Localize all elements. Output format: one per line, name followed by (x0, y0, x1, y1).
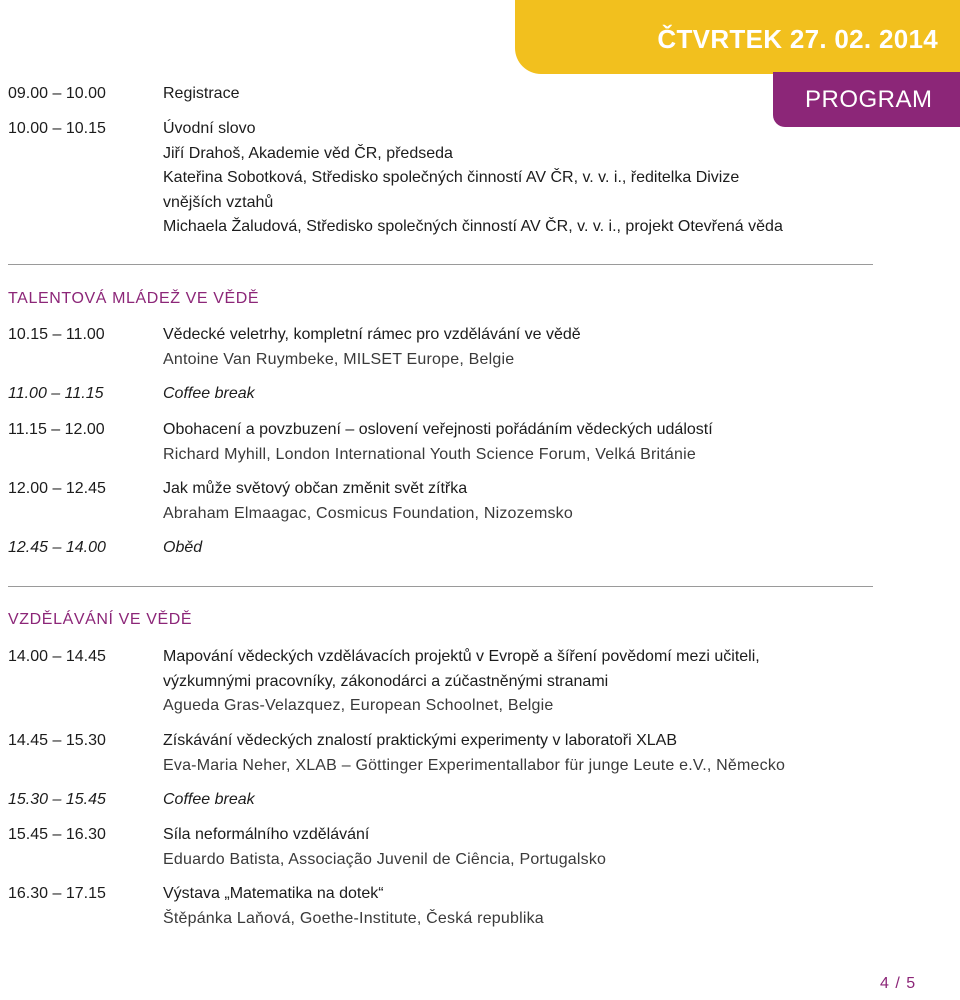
program-heading: PROGRAM (805, 86, 933, 113)
time-slot: 15.30 – 15.45 (8, 791, 106, 808)
speaker-line: Eva-Maria Neher, XLAB – Göttinger Experimentallabor für junge Leute e.V., Německo (163, 756, 786, 774)
session-title: Oběd (163, 539, 203, 556)
session-block (163, 117, 883, 240)
session-title: Jak může světový občan změnit svět zítřka (163, 480, 468, 497)
session-block (163, 418, 883, 467)
speaker-line: vnějších vztahů (163, 193, 274, 211)
session-title: Obohacení a povzbuzení – oslovení veřejnosti pořádáním vědeckých událostí (163, 421, 713, 438)
session-title: výzkumnými pracovníky, zákonodárci a zúčastněnými stranami (163, 672, 609, 690)
page-number: 4 / 5 (880, 975, 917, 992)
time-slot: 15.45 – 16.30 (8, 826, 106, 843)
session-title: Mapování vědeckých vzdělávacích projektů v Evropě a šíření povědomí mezi učiteli, (163, 648, 760, 665)
section-divider (8, 264, 873, 265)
time-slot: 16.30 – 17.15 (8, 885, 106, 902)
time-slot: 14.00 – 14.45 (8, 648, 106, 665)
session-title: Vědecké veletrhy, kompletní rámec pro vzdělávání ve vědě (163, 326, 581, 343)
section-title-education: VZDĚLÁVÁNÍ VE VĚDĚ (8, 611, 193, 628)
session-block (163, 882, 883, 931)
date-heading: ČTVRTEK 27. 02. 2014 (657, 24, 938, 54)
speaker-line: Jiří Drahoš, Akademie věd ČR, předseda (163, 144, 453, 162)
speaker-line: Antoine Van Ruymbeke, MILSET Europe, Belgie (163, 350, 515, 368)
time-slot: 09.00 – 10.00 (8, 85, 106, 102)
time-slot: 11.00 – 11.15 (8, 385, 104, 402)
time-slot: 11.15 – 12.00 (8, 421, 105, 438)
time-slot: 12.00 – 12.45 (8, 480, 106, 497)
session-title: Úvodní slovo (163, 120, 256, 137)
session-title: Coffee break (163, 385, 255, 402)
speaker-line: Štěpánka Laňová, Goethe-Institute, Česká republika (163, 909, 544, 927)
date-banner (515, 0, 960, 74)
speaker-line: Michaela Žaludová, Středisko společných činností AV ČR, v. v. i., projekt Otevřená věda (163, 218, 783, 235)
section-divider (8, 586, 873, 587)
session-block (163, 477, 883, 526)
session-block (163, 323, 883, 372)
section-title-talent: TALENTOVÁ MLÁDEŽ VE VĚDĚ (8, 290, 260, 307)
speaker-line: Richard Myhill, London International Youth Science Forum, Velká Británie (163, 445, 696, 463)
session-title: Získávání vědeckých znalostí praktickými experimenty v laboratoři XLAB (163, 732, 677, 749)
session-title: Coffee break (163, 791, 255, 808)
session-title: Výstava „Matematika na dotek“ (163, 885, 384, 902)
time-slot: 12.45 – 14.00 (8, 539, 106, 556)
session-block (163, 823, 883, 872)
session-block (163, 729, 883, 778)
speaker-line: Eduardo Batista, Associação Juvenil de Ciência, Portugalsko (163, 850, 607, 868)
session-block (163, 645, 883, 719)
speaker-line: Abraham Elmaagac, Cosmicus Foundation, Nizozemsko (163, 504, 573, 522)
session-title: Síla neformálního vzdělávání (163, 826, 370, 843)
speaker-line: Kateřina Sobotková, Středisko společných činností AV ČR, v. v. i., ředitelka Divize (163, 169, 740, 186)
time-slot: 10.00 – 10.15 (8, 120, 106, 137)
session-title: Registrace (163, 85, 240, 102)
speaker-line: Agueda Gras-Velazquez, European Schoolnet, Belgie (163, 697, 554, 714)
time-slot: 14.45 – 15.30 (8, 732, 106, 749)
time-slot: 10.15 – 11.00 (8, 326, 105, 343)
